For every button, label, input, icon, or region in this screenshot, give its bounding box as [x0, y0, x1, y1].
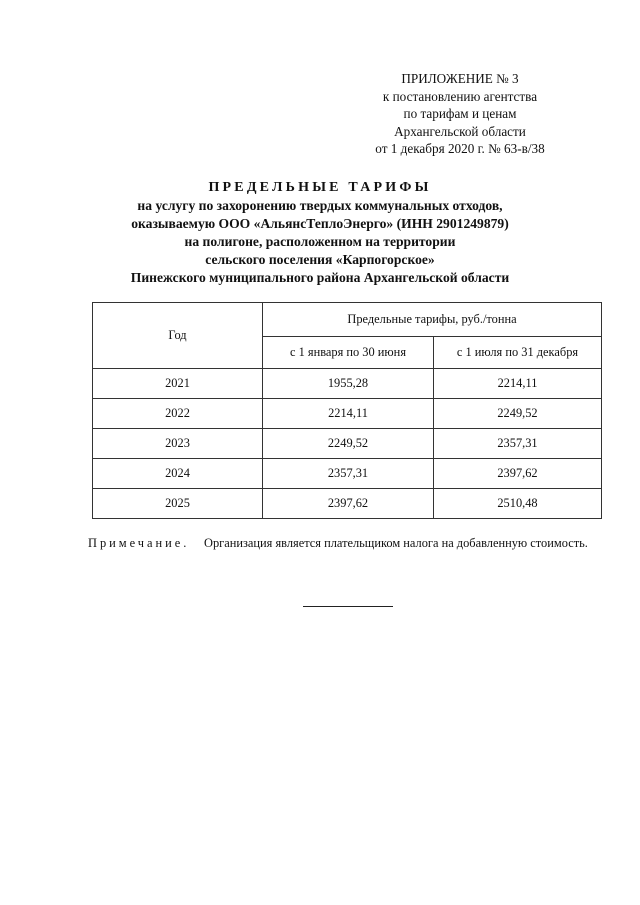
- table-header-row: [93, 303, 602, 337]
- tariffs-table: [92, 302, 602, 519]
- heading-line: на полигоне, расположенном на территории: [184, 234, 456, 249]
- table-row: [93, 459, 602, 489]
- year-cell: 2021: [93, 369, 263, 399]
- document-title: ПРЕДЕЛЬНЫЕ ТАРИФЫ: [208, 180, 432, 195]
- heading-line: на услугу по захоронению твердых коммунальных отходов,: [137, 198, 503, 213]
- appendix-ref-line: Архангельской области: [394, 123, 526, 139]
- tariff-period1-cell: 1955,28: [263, 369, 434, 399]
- table-row: [93, 399, 602, 429]
- year-column-header: Год: [93, 303, 263, 369]
- tariff-column-header: Предельные тарифы, руб./тонна: [263, 303, 602, 337]
- document-heading: [80, 179, 560, 287]
- note-text: Организация является плательщиком налога на добавленную стоимость.: [204, 536, 588, 550]
- tariff-period2-cell: 2249,52: [434, 399, 602, 429]
- tariff-period2-cell: 2510,48: [434, 489, 602, 519]
- closing-divider: [303, 606, 393, 607]
- appendix-ref-line: к постановлению агентства: [382, 88, 538, 104]
- year-cell: 2025: [93, 489, 263, 519]
- tariff-period1-cell: 2214,11: [263, 399, 434, 429]
- appendix-number: ПРИЛОЖЕНИЕ № 3: [401, 71, 519, 86]
- note-label: Примечание.: [88, 536, 190, 550]
- period1-header: с 1 января по 30 июня: [263, 337, 434, 369]
- appendix-header: [330, 70, 590, 158]
- tariff-period1-cell: 2249,52: [263, 429, 434, 459]
- appendix-ref-line: по тарифам и ценам: [403, 106, 517, 121]
- heading-line: Пинежского муниципального района Архангельской области: [130, 270, 510, 285]
- year-cell: 2022: [93, 399, 263, 429]
- tariff-period2-cell: 2214,11: [434, 369, 602, 399]
- heading-line: сельского поселения «Карпогорское»: [205, 252, 435, 267]
- year-cell: 2024: [93, 459, 263, 489]
- table-row: [93, 369, 602, 399]
- tariff-period1-cell: 2397,62: [263, 489, 434, 519]
- tariff-period2-cell: 2397,62: [434, 459, 602, 489]
- year-cell: 2023: [93, 429, 263, 459]
- tariff-period2-cell: 2357,31: [434, 429, 602, 459]
- heading-line: оказываемую ООО «АльянсТеплоЭнерго» (ИНН 2901249879): [131, 216, 509, 231]
- table-row: [93, 489, 602, 519]
- period2-header: с 1 июля по 31 декабря: [434, 337, 602, 369]
- table-row: [93, 429, 602, 459]
- appendix-date-line: от 1 декабря 2020 г. № 63-в/38: [375, 141, 545, 156]
- tariff-period1-cell: 2357,31: [263, 459, 434, 489]
